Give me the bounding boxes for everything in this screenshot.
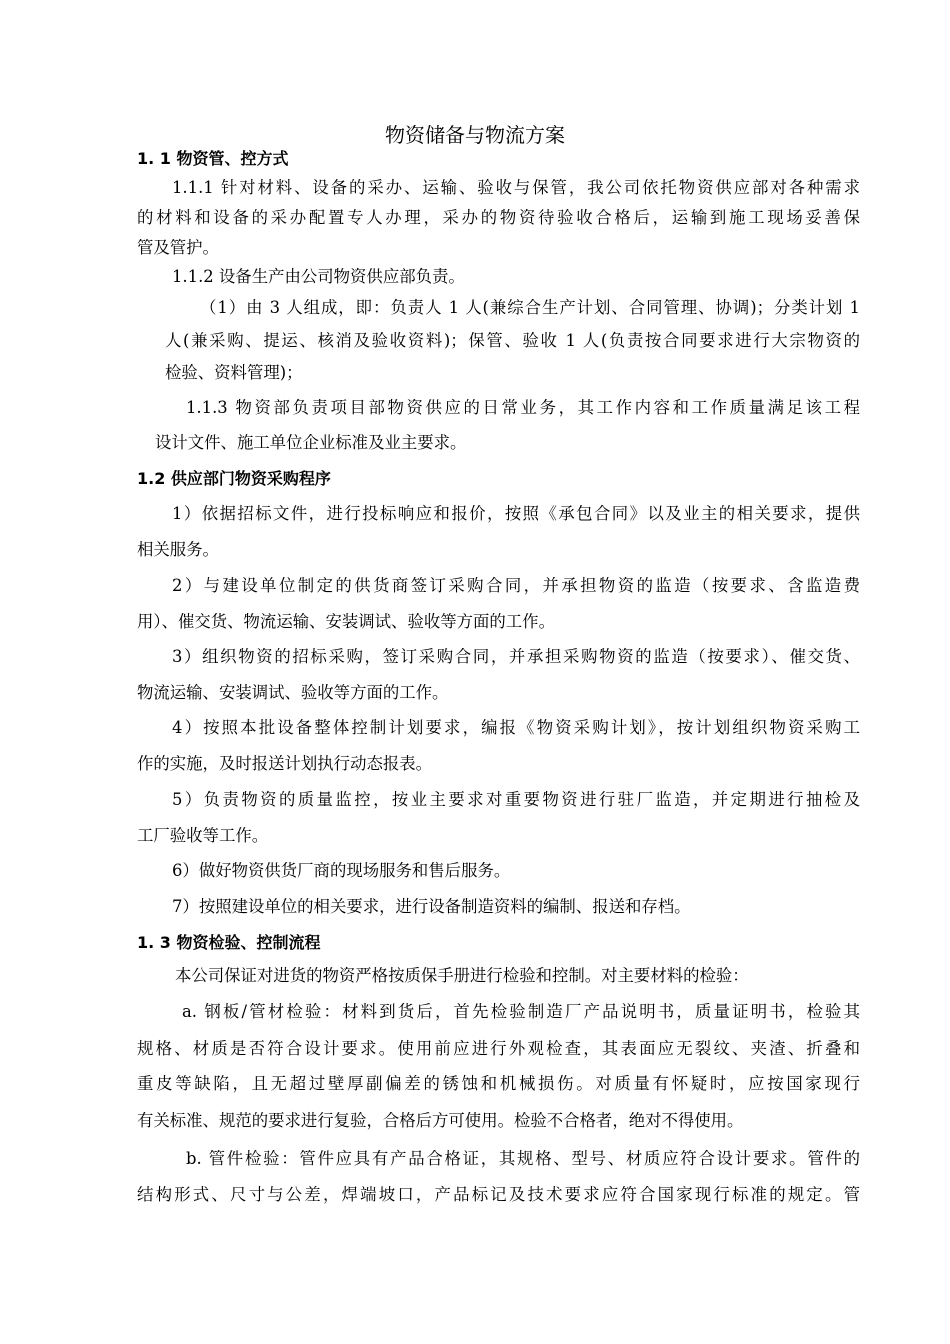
s2-item7: 7）按照建设单位的相关要求，进行设备制造资料的编制、报送和存档。	[172, 897, 691, 916]
s3-a-line2: 规格、材质是否符合设计要求。使用前应进行外观检查，其表面应无裂纹、夹渣、折叠和	[137, 1039, 860, 1058]
s2-item1-line1: 1）依据招标文件，进行投标响应和报价，按照《承包合同》以及业主的相关要求，提供	[172, 504, 860, 523]
s1-para2: 1.1.2 设备生产由公司物资供应部负责。	[172, 267, 465, 286]
s2-item5-line2: 工厂验收等工作。	[137, 826, 269, 845]
s3-intro: 本公司保证对进货的物资严格按质保手册进行检验和控制。对主要材料的检验：	[175, 966, 749, 985]
s3-b-line2: 结构形式、尺寸与公差，焊端坡口，产品标记及技术要求应符合国家现行标准的规定。管	[137, 1185, 860, 1204]
s1-para1-line3: 管及管护。	[137, 238, 219, 257]
s1-para3-line2: 人(兼采购、提运、核消及验收资料)；保管、验收 1 人(负责按合同要求进行大宗物资的	[165, 331, 860, 350]
s1-para4-line2: 设计文件、施工单位企业标准及业主要求。	[155, 433, 467, 452]
s1-para4-line1: 1.1.3 物资部负责项目部物资供应的日常业务，其工作内容和工作质量满足该工程	[186, 398, 860, 417]
s1-para1-line1: 1.1.1 针对材料、设备的采办、运输、验收与保管，我公司依托物资供应部对各种需求	[172, 178, 860, 197]
s1-para3-line1: （1）由 3 人组成，即：负责人 1 人(兼综合生产计划、合同管理、协调)；分类计划 1	[200, 298, 860, 317]
section-2-heading: 1.2 供应部门物资采购程序	[137, 469, 331, 488]
s1-para3-line3: 检验、资料管理)；	[165, 363, 303, 382]
s2-item1-line2: 相关服务。	[137, 540, 219, 559]
s2-item4-line1: 4）按照本批设备整体控制计划要求，编报《物资采购计划》，按计划组织物资采购工	[172, 718, 860, 737]
s3-b-line1: b. 管件检验：管件应具有产品合格证，其规格、型号、材质应符合设计要求。管件的	[186, 1149, 860, 1168]
s2-item5-line1: 5）负责物资的质量监控，按业主要求对重要物资进行驻厂监造，并定期进行抽检及	[172, 790, 860, 809]
s2-item4-line2: 作的实施，及时报送计划执行动态报表。	[137, 754, 433, 773]
s3-a-line3: 重皮等缺陷，且无超过壁厚副偏差的锈蚀和机械损伤。对质量有怀疑时，应按国家现行	[137, 1074, 860, 1093]
document-title: 物资储备与物流方案	[385, 123, 565, 147]
s3-a-line4: 有关标准、规范的要求进行复验，合格后方可使用。检验不合格者，绝对不得使用。	[137, 1111, 744, 1130]
s3-a-line1: a. 钢板/管材检验：材料到货后，首先检验制造厂产品说明书，质量证明书，检验其	[182, 1002, 860, 1021]
s2-item3-line2: 物流运输、安装调试、验收等方面的工作。	[137, 683, 449, 702]
s2-item2-line1: 2）与建设单位制定的供货商签订采购合同，并承担物资的监造（按要求、含监造费	[172, 576, 860, 595]
s1-para1-line2: 的材料和设备的采办配置专人办理，采办的物资待验收合格后，运输到施工现场妥善保	[137, 208, 860, 227]
section-1-heading: 1. 1 物资管、控方式	[137, 149, 289, 168]
s2-item3-line1: 3）组织物资的招标采购，签订采购合同，并承担采购物资的监造（按要求）、催交货、	[172, 647, 860, 666]
section-3-heading: 1. 3 物资检验、控制流程	[137, 933, 321, 952]
s2-item6: 6）做好物资供货厂商的现场服务和售后服务。	[172, 861, 511, 880]
s2-item2-line2: 用）、催交货、物流运输、安装调试、验收等方面的工作。	[137, 612, 555, 631]
